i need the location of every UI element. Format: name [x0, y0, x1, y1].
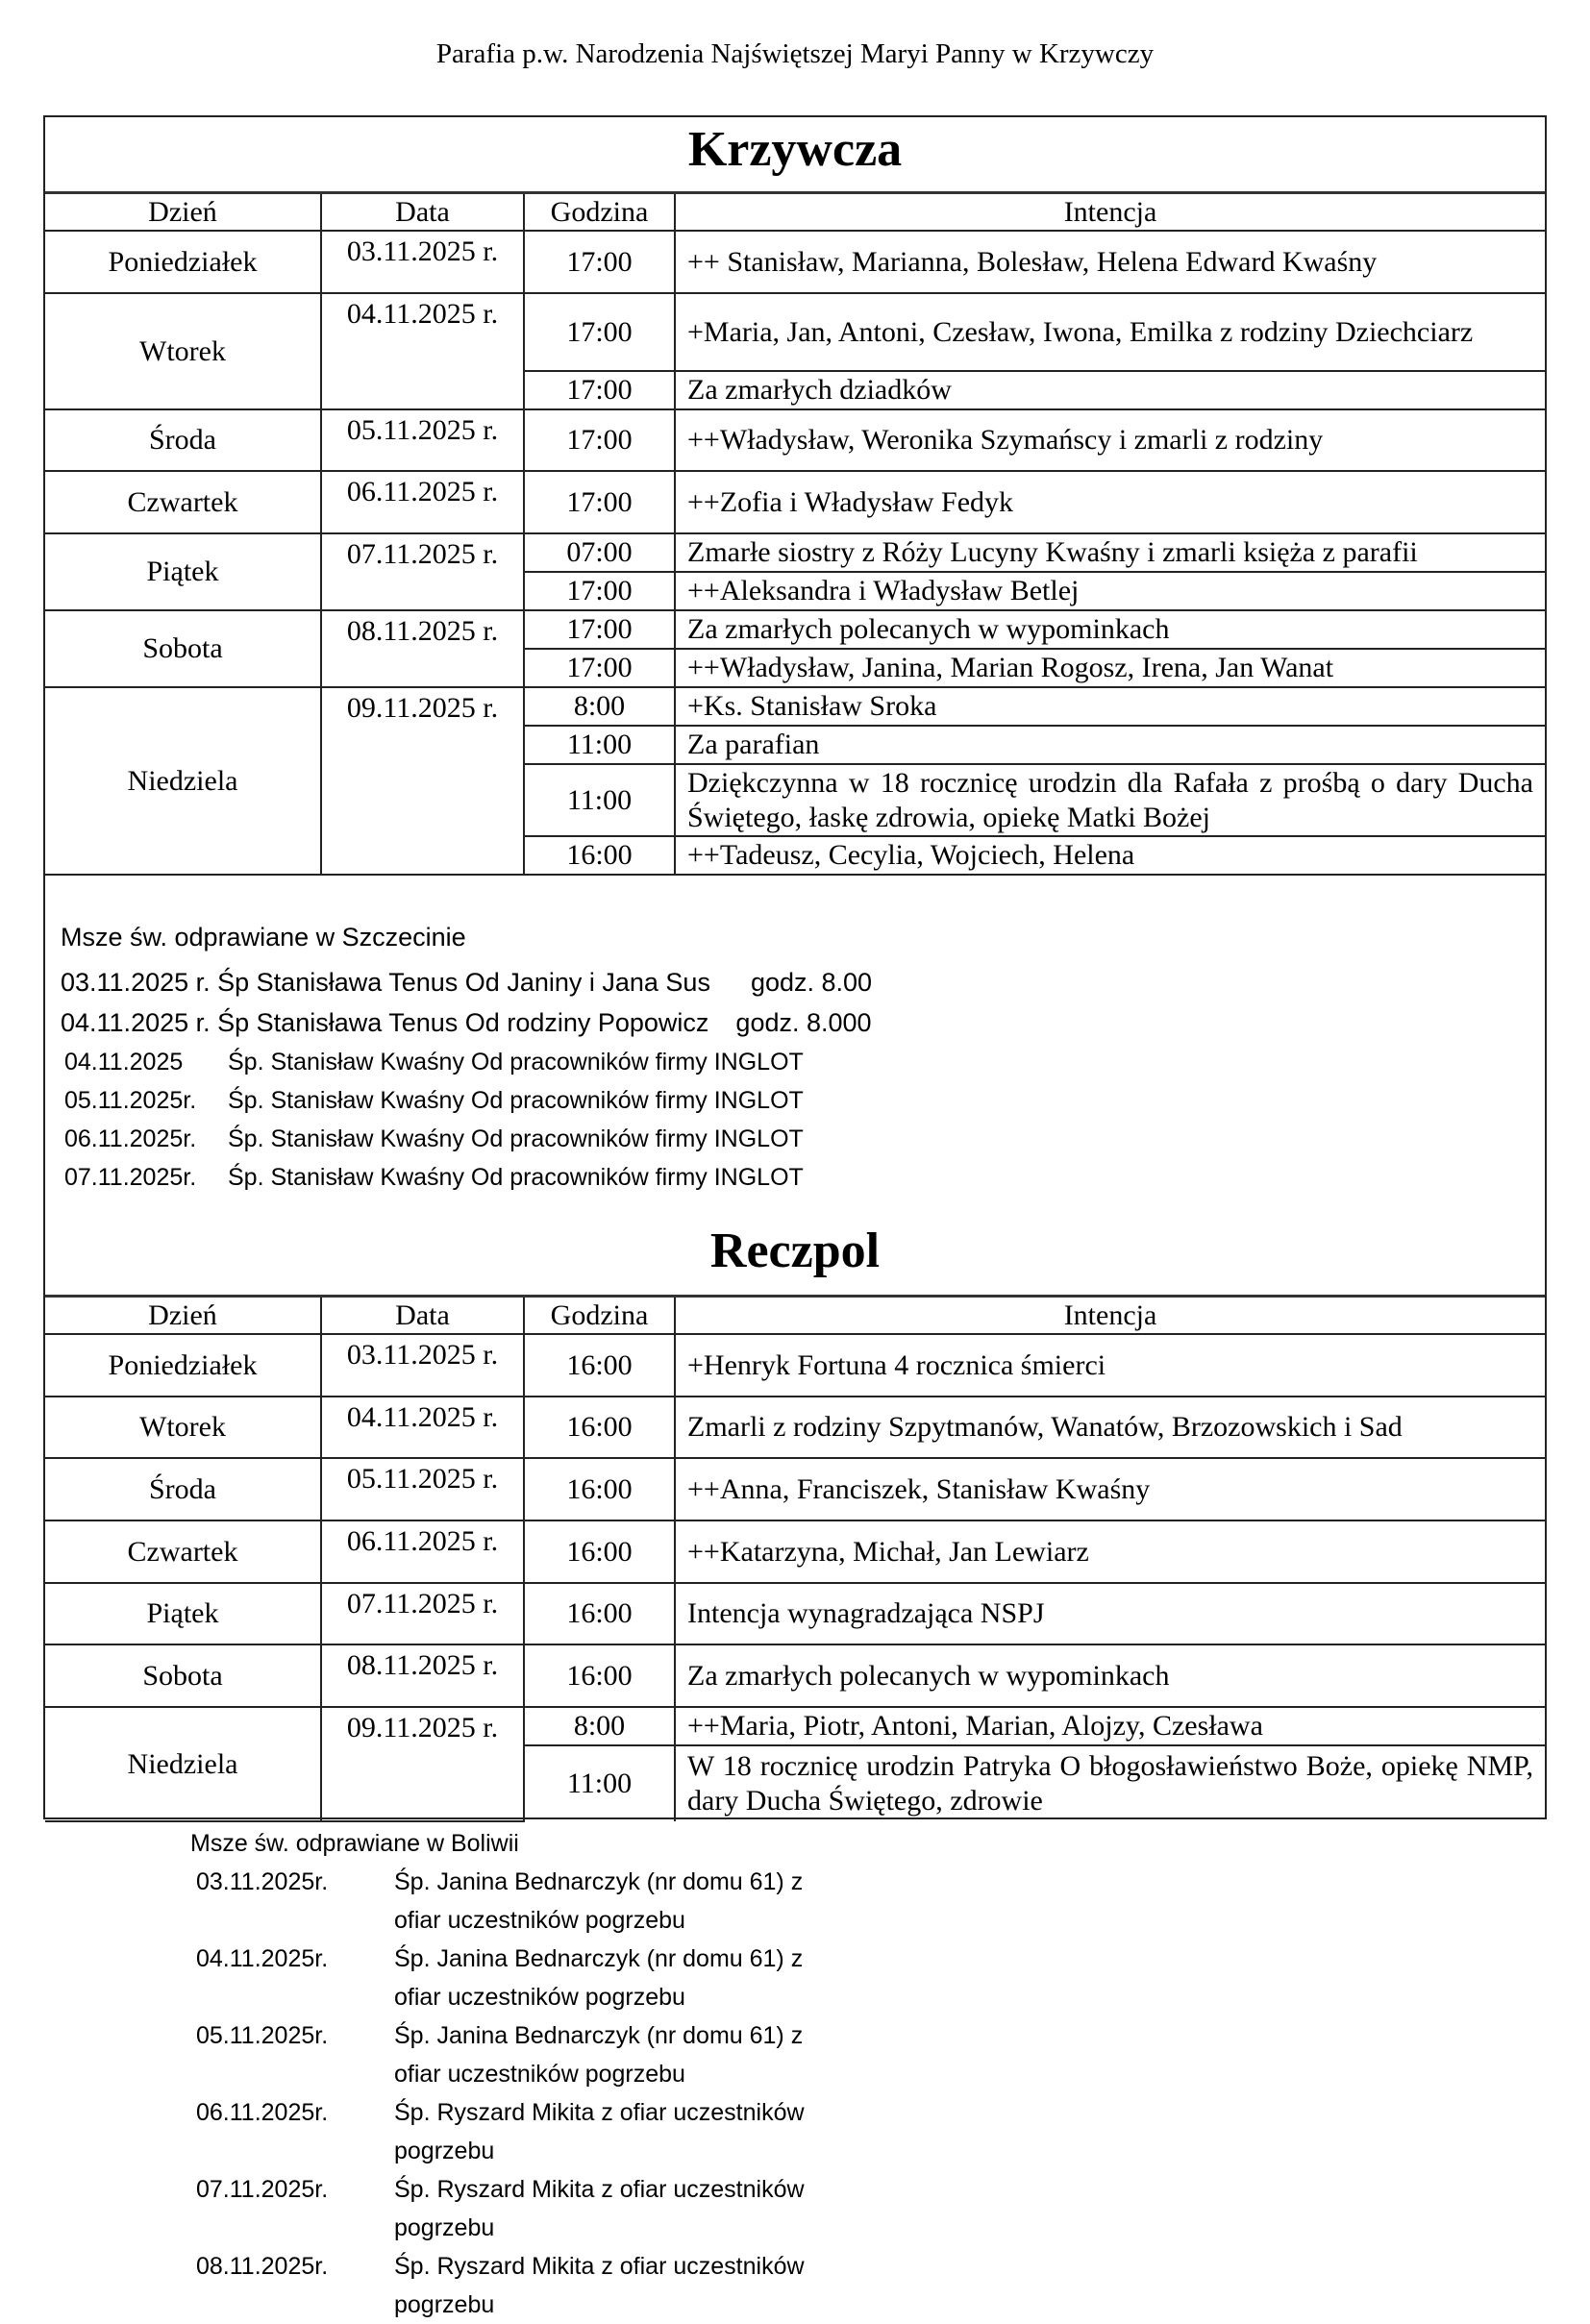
entry-text: Śp Stanisława Tenus Od rodziny Popowicz: [210, 1008, 709, 1037]
intention-cell: Zmarłe siostry z Róży Lucyny Kwaśny i zmarli księża z parafii: [675, 533, 1545, 572]
boliwia-entry: [190, 2247, 856, 2324]
boliwia-entry: [190, 1863, 856, 1940]
entry-date: 07.11.2025r.: [196, 2176, 329, 2203]
table-header-row: [45, 193, 1545, 232]
intention-cell: ++ Stanisław, Marianna, Bolesław, Helena Edward Kwaśny: [675, 231, 1545, 293]
intention-cell: ++Zofia i Władysław Fedyk: [675, 471, 1545, 533]
schedule-box: [43, 115, 1547, 1819]
section-title-reczpol: Reczpol: [709, 1224, 881, 1278]
date-cell: 03.11.2025 r.: [321, 1334, 524, 1397]
table-row: [45, 1397, 1545, 1458]
time-cell: 8:00: [524, 1707, 675, 1745]
time-cell: 8:00: [524, 687, 675, 726]
reczpol-schedule-table: [45, 1295, 1545, 1822]
time-cell: 17:00: [524, 471, 675, 533]
time-cell: 17:00: [524, 649, 675, 687]
date-cell: 07.11.2025 r.: [321, 1583, 524, 1644]
intention-cell: ++Władysław, Weronika Szymańscy i zmarli z rodziny: [675, 409, 1545, 471]
table-row: [45, 1520, 1545, 1583]
date-cell: 04.11.2025 r.: [321, 293, 524, 409]
entry-text: Śp. Janina Bednarczyk (nr domu 61) z ofiar uczestników pogrzebu: [394, 2022, 804, 2088]
day-cell: Sobota: [45, 1644, 321, 1707]
time-cell: 17:00: [524, 293, 675, 371]
szczecin-entry: [61, 1002, 872, 1043]
intention-cell: +Henryk Fortuna 4 rocznica śmierci: [675, 1334, 1545, 1397]
table-row: [45, 1334, 1545, 1397]
time-cell: 11:00: [524, 726, 675, 764]
day-cell: Poniedziałek: [45, 1334, 321, 1397]
date-cell: 05.11.2025 r.: [321, 409, 524, 471]
date-cell: 08.11.2025 r.: [321, 1644, 524, 1707]
boliwia-entry: [190, 1940, 856, 2016]
time-cell: 17:00: [524, 610, 675, 649]
date-cell: 07.11.2025 r.: [321, 533, 524, 610]
date-cell: 08.11.2025 r.: [321, 610, 524, 687]
table-row: [45, 293, 1545, 371]
day-cell: Czwartek: [45, 1520, 321, 1583]
entry-date: 05.11.2025r.: [196, 2022, 329, 2049]
day-cell: Czwartek: [45, 471, 321, 533]
szczecin-entry: [61, 962, 872, 1002]
reczpol-rows: [45, 1334, 1545, 1821]
boliwia-entry: [190, 2016, 856, 2093]
time-cell: 17:00: [524, 371, 675, 409]
intention-cell: Za zmarłych dziadków: [675, 371, 1545, 409]
table-header-row: [45, 1297, 1545, 1335]
time-cell: 17:00: [524, 409, 675, 471]
date-cell: 06.11.2025 r.: [321, 471, 524, 533]
time-cell: 16:00: [524, 836, 675, 875]
time-cell: 17:00: [524, 231, 675, 293]
szczecin-entry: [61, 1158, 872, 1197]
entry-date: 04.11.2025 r.: [61, 1008, 211, 1037]
entry-date: 06.11.2025r.: [196, 2099, 329, 2126]
intention-cell: ++Aleksandra i Władysław Betlej: [675, 572, 1545, 610]
entry-text: Śp. Stanisław Kwaśny Od pracowników firmy INGLOT: [228, 1087, 804, 1114]
boliwia-entry: [190, 2170, 856, 2247]
column-header-date: Data: [321, 1297, 524, 1335]
date-cell: 09.11.2025 r.: [321, 1707, 524, 1821]
time-cell: 16:00: [524, 1583, 675, 1644]
time-cell: 07:00: [524, 533, 675, 572]
entry-date: 05.11.2025r.: [64, 1087, 197, 1114]
intention-cell: +Maria, Jan, Antoni, Czesław, Iwona, Emilka z rodziny Dziechciarz: [675, 293, 1545, 371]
day-cell: Środa: [45, 1458, 321, 1520]
date-cell: 05.11.2025 r.: [321, 1458, 524, 1520]
date-cell: 04.11.2025 r.: [321, 1397, 524, 1458]
column-header-day: Dzień: [45, 193, 321, 232]
time-cell: 16:00: [524, 1520, 675, 1583]
table-row: [45, 231, 1545, 293]
entry-time: godz. 8.00: [750, 968, 873, 997]
krzywcza-rows: [45, 231, 1545, 875]
boliwia-list: [190, 1863, 856, 2324]
entry-text: Śp. Janina Bednarczyk (nr domu 61) z ofiar uczestników pogrzebu: [394, 1945, 804, 2011]
entry-text: Śp Stanisława Tenus Od Janiny i Jana Sus: [210, 968, 710, 997]
intention-cell: ++Władysław, Janina, Marian Rogosz, Irena, Jan Wanat: [675, 649, 1545, 687]
szczecin-masses: [61, 923, 872, 1197]
day-cell: Środa: [45, 409, 321, 471]
intention-cell: ++Maria, Piotr, Antoni, Marian, Alojzy, Czesława: [675, 1707, 1545, 1745]
time-cell: 16:00: [524, 1644, 675, 1707]
boliwia-heading: Msze św. odprawiane w Boliwii: [190, 1830, 519, 1857]
krzywcza-schedule-table: [45, 191, 1545, 876]
intention-cell: ++Katarzyna, Michał, Jan Lewiarz: [675, 1520, 1545, 1583]
time-cell: 11:00: [524, 1745, 675, 1821]
column-header-time: Godzina: [524, 1297, 675, 1335]
entry-text: Śp. Stanisław Kwaśny Od pracowników firmy INGLOT: [228, 1164, 804, 1191]
day-cell: Wtorek: [45, 1397, 321, 1458]
szczecin-entry: [61, 1043, 872, 1081]
column-header-intention: Intencja: [675, 193, 1545, 232]
column-header-day: Dzień: [45, 1297, 321, 1335]
boliwia-entry: [190, 2093, 856, 2170]
entry-text: Śp. Stanisław Kwaśny Od pracowników firmy INGLOT: [228, 1049, 804, 1075]
table-row: [45, 409, 1545, 471]
szczecin-list: [61, 962, 872, 1197]
date-cell: 09.11.2025 r.: [321, 687, 524, 875]
time-cell: 11:00: [524, 764, 675, 836]
intention-cell: Za zmarłych polecanych w wypominkach: [675, 1644, 1545, 1707]
table-row: [45, 1644, 1545, 1707]
intention-cell: Dziękczynna w 18 rocznicę urodzin dla Rafała z prośbą o dary Ducha Świętego, łaskę zdrowia, opiekę Matki Bożej: [675, 764, 1545, 836]
day-cell: Niedziela: [45, 1707, 321, 1821]
table-row: [45, 610, 1545, 649]
day-cell: Piątek: [45, 1583, 321, 1644]
entry-date: 07.11.2025r.: [64, 1164, 197, 1191]
time-cell: 16:00: [524, 1458, 675, 1520]
intention-cell: ++Anna, Franciszek, Stanisław Kwaśny: [675, 1458, 1545, 1520]
day-cell: Wtorek: [45, 293, 321, 409]
entry-text: Śp. Janina Bednarczyk (nr domu 61) z ofiar uczestników pogrzebu: [394, 1868, 804, 1934]
intention-cell: W 18 rocznicę urodzin Patryka O błogosławieństwo Boże, opiekę NMP, dary Ducha Świętego, zdrowie: [675, 1745, 1545, 1821]
intention-cell: +Ks. Stanisław Sroka: [675, 687, 1545, 726]
day-cell: Niedziela: [45, 687, 321, 875]
day-cell: Piątek: [45, 533, 321, 610]
parish-header: Parafia p.w. Narodzenia Najświętszej Maryi Panny w Krzywczy: [435, 38, 1155, 69]
day-cell: Poniedziałek: [45, 231, 321, 293]
column-header-time: Godzina: [524, 193, 675, 232]
table-row: [45, 471, 1545, 533]
column-header-date: Data: [321, 193, 524, 232]
entry-date: 03.11.2025 r.: [61, 968, 211, 997]
intention-cell: ++Tadeusz, Cecylia, Wojciech, Helena: [675, 836, 1545, 875]
entry-text: Śp. Stanisław Kwaśny Od pracowników firmy INGLOT: [228, 1125, 804, 1152]
entry-time: godz. 8.000: [735, 1008, 872, 1037]
entry-date: 08.11.2025r.: [196, 2253, 329, 2280]
date-cell: 03.11.2025 r.: [321, 231, 524, 293]
entry-date: 04.11.2025: [64, 1049, 184, 1075]
section-title-krzywcza: Krzywcza: [687, 122, 903, 177]
intention-cell: Za parafian: [675, 726, 1545, 764]
time-cell: 17:00: [524, 572, 675, 610]
table-row: [45, 533, 1545, 572]
intention-cell: Zmarli z rodziny Szpytmanów, Wanatów, Brzozowskich i Sad: [675, 1397, 1545, 1458]
entry-date: 03.11.2025r.: [196, 1868, 329, 1895]
szczecin-heading: Msze św. odprawiane w Szczecinie: [61, 923, 466, 952]
table-row: [45, 1583, 1545, 1644]
time-cell: 16:00: [524, 1334, 675, 1397]
entry-date: 06.11.2025r.: [64, 1125, 197, 1152]
szczecin-entry: [61, 1081, 872, 1120]
intention-cell: Intencja wynagradzająca NSPJ: [675, 1583, 1545, 1644]
date-cell: 06.11.2025 r.: [321, 1520, 524, 1583]
table-row: [45, 1707, 1545, 1745]
table-row: [45, 1458, 1545, 1520]
entry-date: 04.11.2025r.: [196, 1945, 329, 1972]
szczecin-entry: [61, 1120, 872, 1158]
entry-text: Śp. Ryszard Mikita z ofiar uczestników pogrzebu: [394, 2253, 805, 2318]
intention-cell: Za zmarłych polecanych w wypominkach: [675, 610, 1545, 649]
entry-text: Śp. Ryszard Mikita z ofiar uczestników pogrzebu: [394, 2099, 805, 2164]
column-header-intention: Intencja: [675, 1297, 1545, 1335]
boliwia-masses: [190, 1824, 856, 2324]
table-row: [45, 687, 1545, 726]
time-cell: 16:00: [524, 1397, 675, 1458]
entry-text: Śp. Ryszard Mikita z ofiar uczestników pogrzebu: [394, 2176, 805, 2241]
day-cell: Sobota: [45, 610, 321, 687]
